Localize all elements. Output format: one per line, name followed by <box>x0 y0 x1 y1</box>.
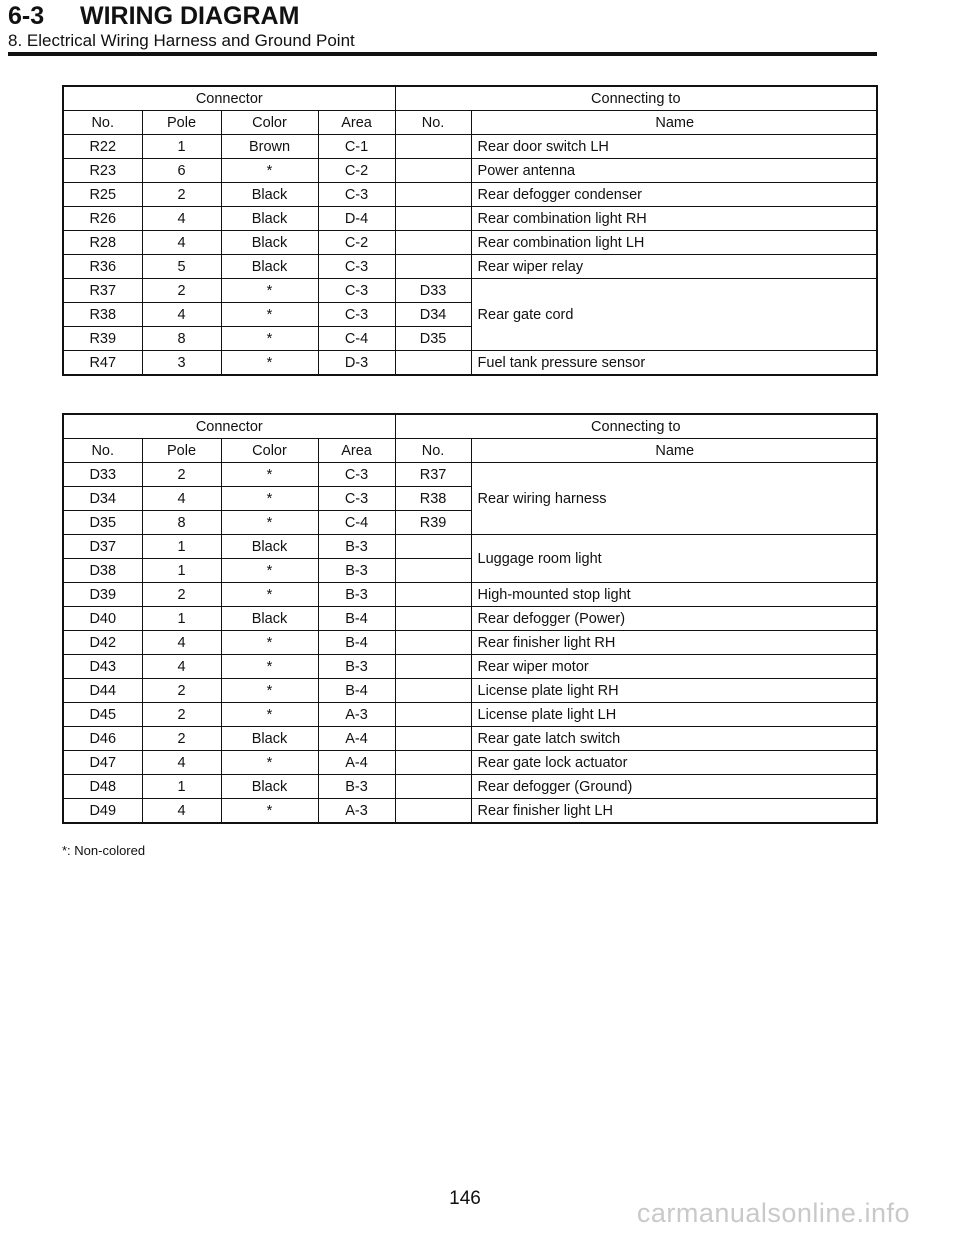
connecting-name: Rear gate latch switch <box>471 727 877 751</box>
area-code: B-4 <box>318 607 395 631</box>
table-row <box>63 655 877 679</box>
connector-color: * <box>221 159 318 183</box>
column-header-row <box>63 439 877 463</box>
pole-count: 8 <box>142 327 221 351</box>
connector-color: * <box>221 631 318 655</box>
connecting-no <box>395 159 471 183</box>
pole-count: 1 <box>142 559 221 583</box>
connecting-name: Rear wiper motor <box>471 655 877 679</box>
pole-count: 3 <box>142 351 221 376</box>
connector-no: D40 <box>63 607 142 631</box>
table-row <box>63 775 877 799</box>
connecting-no: R37 <box>395 463 471 487</box>
connector-no: R36 <box>63 255 142 279</box>
connector-no: D45 <box>63 703 142 727</box>
connector-no: R23 <box>63 159 142 183</box>
area-code: B-4 <box>318 631 395 655</box>
connecting-no <box>395 655 471 679</box>
table-row <box>63 535 877 559</box>
area-code: B-3 <box>318 655 395 679</box>
connector-color: Black <box>221 727 318 751</box>
connecting-no <box>395 255 471 279</box>
pole-count: 2 <box>142 703 221 727</box>
connector-color: * <box>221 703 318 727</box>
connector-table-r <box>62 85 878 376</box>
connecting-no <box>395 535 471 559</box>
connecting-name: Fuel tank pressure sensor <box>471 351 877 376</box>
connector-color: * <box>221 303 318 327</box>
group-header-row <box>63 414 877 439</box>
connecting-name: Rear defogger (Ground) <box>471 775 877 799</box>
connecting-no <box>395 703 471 727</box>
connector-no: D35 <box>63 511 142 535</box>
area-code: C-3 <box>318 303 395 327</box>
connecting-name: Power antenna <box>471 159 877 183</box>
connector-color: Black <box>221 255 318 279</box>
group-header-connecting-to: Connecting to <box>395 414 877 439</box>
connector-color: * <box>221 327 318 351</box>
page-subtitle: 8. Electrical Wiring Harness and Ground Point <box>8 31 355 50</box>
connecting-no <box>395 183 471 207</box>
connecting-no <box>395 583 471 607</box>
pole-count: 4 <box>142 207 221 231</box>
connecting-name: Rear finisher light RH <box>471 631 877 655</box>
pole-count: 6 <box>142 159 221 183</box>
table-row <box>63 583 877 607</box>
footnote: *: Non-colored <box>62 843 146 858</box>
table-row <box>63 207 877 231</box>
section-number: 6-3 <box>8 2 45 30</box>
table-row <box>63 751 877 775</box>
connector-color: Black <box>221 535 318 559</box>
connecting-no <box>395 775 471 799</box>
table-row <box>63 703 877 727</box>
pole-count: 1 <box>142 775 221 799</box>
header-rule <box>8 52 877 56</box>
column-header: Color <box>221 111 318 135</box>
connector-no: D39 <box>63 583 142 607</box>
connecting-no <box>395 751 471 775</box>
connecting-no <box>395 351 471 376</box>
connector-no: D43 <box>63 655 142 679</box>
connector-no: D47 <box>63 751 142 775</box>
table-row <box>63 351 877 376</box>
connector-color: Black <box>221 207 318 231</box>
area-code: D-4 <box>318 207 395 231</box>
connector-color: * <box>221 655 318 679</box>
area-code: B-3 <box>318 583 395 607</box>
table-row <box>63 607 877 631</box>
column-header: Name <box>471 439 877 463</box>
pole-count: 4 <box>142 799 221 824</box>
table-row <box>63 255 877 279</box>
area-code: C-3 <box>318 279 395 303</box>
table-row <box>63 159 877 183</box>
table-row <box>63 463 877 487</box>
column-header: Pole <box>142 439 221 463</box>
connector-no: D37 <box>63 535 142 559</box>
connecting-name: Rear finisher light LH <box>471 799 877 824</box>
area-code: A-3 <box>318 703 395 727</box>
connector-color: * <box>221 583 318 607</box>
page-title: WIRING DIAGRAM <box>80 2 300 30</box>
pole-count: 2 <box>142 463 221 487</box>
area-code: A-4 <box>318 751 395 775</box>
table-row <box>63 679 877 703</box>
connecting-name: Rear gate cord <box>471 279 877 351</box>
area-code: B-3 <box>318 559 395 583</box>
connector-no: D46 <box>63 727 142 751</box>
table-row <box>63 231 877 255</box>
connector-no: D44 <box>63 679 142 703</box>
pole-count: 4 <box>142 231 221 255</box>
area-code: C-2 <box>318 159 395 183</box>
pole-count: 1 <box>142 607 221 631</box>
connector-color: Black <box>221 183 318 207</box>
connector-color: Brown <box>221 135 318 159</box>
column-header-row <box>63 111 877 135</box>
connecting-no: R38 <box>395 487 471 511</box>
table-row <box>63 183 877 207</box>
connector-no: R26 <box>63 207 142 231</box>
group-header-row <box>63 86 877 111</box>
table-row <box>63 135 877 159</box>
connecting-no <box>395 135 471 159</box>
area-code: D-3 <box>318 351 395 376</box>
column-header: Area <box>318 111 395 135</box>
page-number: 146 <box>449 1188 481 1209</box>
area-code: B-3 <box>318 775 395 799</box>
column-header: No. <box>63 439 142 463</box>
area-code: C-3 <box>318 255 395 279</box>
column-header: No. <box>63 111 142 135</box>
area-code: A-3 <box>318 799 395 824</box>
connecting-name: Rear wiper relay <box>471 255 877 279</box>
pole-count: 8 <box>142 511 221 535</box>
connector-color: * <box>221 351 318 376</box>
connecting-name: High-mounted stop light <box>471 583 877 607</box>
connecting-no <box>395 607 471 631</box>
connecting-no <box>395 207 471 231</box>
connecting-no: D33 <box>395 279 471 303</box>
connecting-no <box>395 799 471 824</box>
connector-color: * <box>221 799 318 824</box>
table-row <box>63 279 877 303</box>
connector-no: D33 <box>63 463 142 487</box>
connecting-no: R39 <box>395 511 471 535</box>
column-header: No. <box>395 111 471 135</box>
connector-color: Black <box>221 231 318 255</box>
table-row <box>63 631 877 655</box>
pole-count: 2 <box>142 679 221 703</box>
pole-count: 4 <box>142 655 221 679</box>
connecting-no <box>395 559 471 583</box>
pole-count: 2 <box>142 727 221 751</box>
pole-count: 2 <box>142 279 221 303</box>
column-header: Name <box>471 111 877 135</box>
connector-no: D38 <box>63 559 142 583</box>
pole-count: 4 <box>142 631 221 655</box>
area-code: C-3 <box>318 487 395 511</box>
connector-no: R47 <box>63 351 142 376</box>
connecting-name: Rear door switch LH <box>471 135 877 159</box>
group-header-connecting-to: Connecting to <box>395 86 877 111</box>
pole-count: 4 <box>142 487 221 511</box>
table-row <box>63 799 877 824</box>
column-header: Pole <box>142 111 221 135</box>
connector-color: * <box>221 559 318 583</box>
connecting-name: Rear combination light RH <box>471 207 877 231</box>
connector-no: R25 <box>63 183 142 207</box>
area-code: C-2 <box>318 231 395 255</box>
area-code: A-4 <box>318 727 395 751</box>
table-row <box>63 727 877 751</box>
area-code: B-3 <box>318 535 395 559</box>
area-code: C-4 <box>318 327 395 351</box>
pole-count: 4 <box>142 303 221 327</box>
column-header: Area <box>318 439 395 463</box>
group-header-connector: Connector <box>63 86 395 111</box>
group-header-connector: Connector <box>63 414 395 439</box>
connector-no: R37 <box>63 279 142 303</box>
area-code: C-1 <box>318 135 395 159</box>
column-header: No. <box>395 439 471 463</box>
area-code: C-4 <box>318 511 395 535</box>
area-code: C-3 <box>318 183 395 207</box>
connecting-name: License plate light RH <box>471 679 877 703</box>
connector-no: D42 <box>63 631 142 655</box>
connecting-name: Rear combination light LH <box>471 231 877 255</box>
pole-count: 1 <box>142 535 221 559</box>
connector-color: * <box>221 751 318 775</box>
connecting-no: D34 <box>395 303 471 327</box>
connecting-name: Rear gate lock actuator <box>471 751 877 775</box>
connecting-no <box>395 231 471 255</box>
connector-no: R22 <box>63 135 142 159</box>
pole-count: 1 <box>142 135 221 159</box>
connecting-name: Luggage room light <box>471 535 877 583</box>
connector-no: R38 <box>63 303 142 327</box>
connecting-name: License plate light LH <box>471 703 877 727</box>
connector-color: * <box>221 511 318 535</box>
pole-count: 5 <box>142 255 221 279</box>
connector-no: R39 <box>63 327 142 351</box>
connector-color: Black <box>221 775 318 799</box>
connecting-no: D35 <box>395 327 471 351</box>
connector-table-d <box>62 413 878 824</box>
watermark: carmanualsonline.info <box>636 1198 910 1228</box>
connector-color: Black <box>221 607 318 631</box>
column-header: Color <box>221 439 318 463</box>
connecting-no <box>395 727 471 751</box>
connector-color: * <box>221 679 318 703</box>
pole-count: 4 <box>142 751 221 775</box>
connecting-no <box>395 631 471 655</box>
connector-color: * <box>221 463 318 487</box>
connecting-name: Rear wiring harness <box>471 463 877 535</box>
connector-no: D48 <box>63 775 142 799</box>
pole-count: 2 <box>142 583 221 607</box>
area-code: C-3 <box>318 463 395 487</box>
connector-color: * <box>221 487 318 511</box>
connecting-name: Rear defogger (Power) <box>471 607 877 631</box>
connector-no: D49 <box>63 799 142 824</box>
pole-count: 2 <box>142 183 221 207</box>
connecting-no <box>395 679 471 703</box>
connector-no: D34 <box>63 487 142 511</box>
connector-no: R28 <box>63 231 142 255</box>
area-code: B-4 <box>318 679 395 703</box>
connector-color: * <box>221 279 318 303</box>
connecting-name: Rear defogger condenser <box>471 183 877 207</box>
